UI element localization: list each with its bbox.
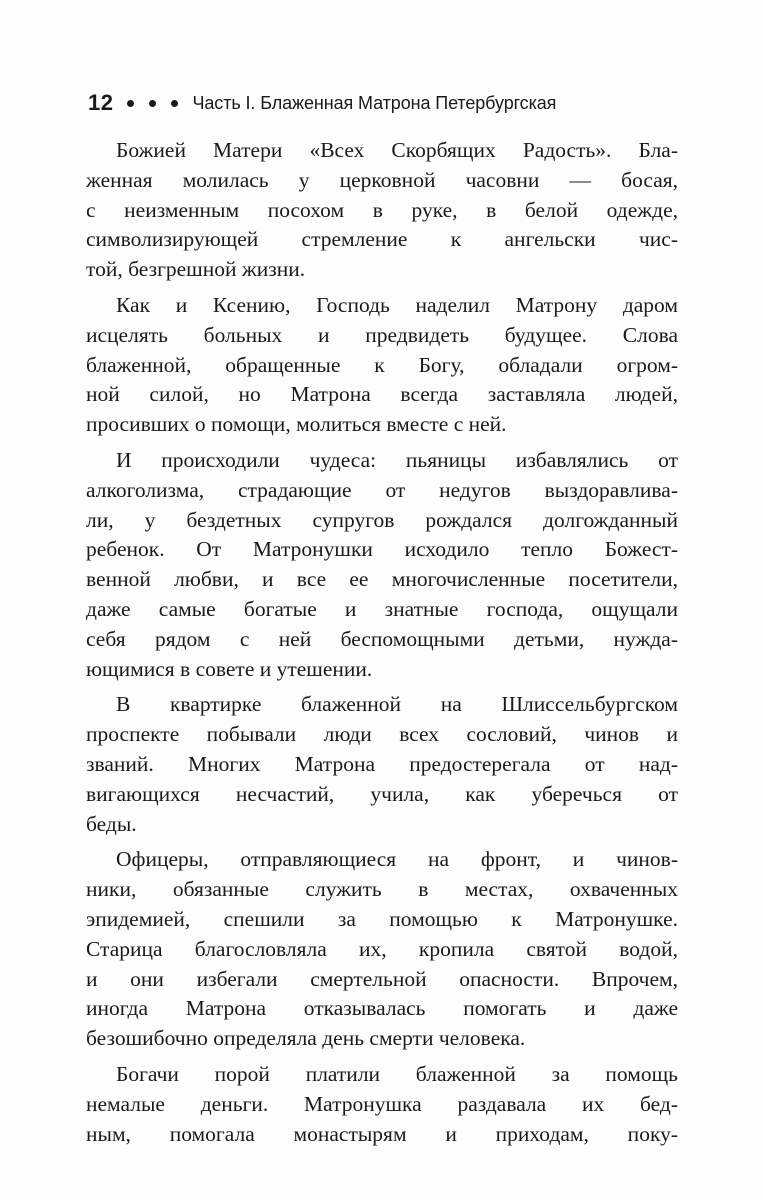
text-line: немалые деньги. Матронушка раздавала их бед- [86,1091,678,1116]
paragraph [86,291,678,440]
text-line: В квартирке блаженной на Шлиссельбургском [116,692,678,717]
text-line: исцелять больных и предвидеть будущее. Слова [86,322,678,347]
paragraph [86,1060,678,1149]
text-line: ющимися в совете и утешении. [86,656,373,681]
text-line: Божией Матери «Всех Скорбящих Радость». Бла- [116,138,678,162]
text-line: Офицеры, отправляющиеся на фронт, и чинов- [116,847,678,872]
text-line: ники, обязанные служить в местах, охваченных [86,877,678,902]
text-line: званий. Многих Матрона предостерегала от над- [86,751,678,776]
text-line: с неизменным посохом в руке, в белой одежде, [86,197,678,222]
header-ornament [127,100,178,107]
text-line: И происходили чудеса: пьяницы избавлялись от [116,447,678,472]
text-line: ным, помогала монастырям и приходам, поку- [86,1121,678,1146]
text-line: Старица благословляла их, кропила святой водой, [86,936,678,961]
bullet-dot-icon [171,100,178,107]
text-line: ной силой, но Матрона всегда заставляла людей, [86,382,678,407]
text-line: символизирующей стремление к ангельски чис- [86,227,678,252]
text-line: ли, у бездетных супругов рождался долгожданный [86,507,678,532]
bullet-dot-icon [127,100,134,107]
running-head [88,86,688,120]
text-line: иногда Матрона отказывалась помогать и даже [86,996,678,1021]
text-line: беды. [86,811,137,836]
paragraph [86,690,678,839]
text-line: безошибочно определяла день смерти человека. [86,1026,526,1051]
paragraph [86,446,678,684]
text-line: алкоголизма, страдающие от недугов выздоравлива- [86,477,678,502]
text-line: женная молилась у церковной часовни — босая, [86,167,678,192]
text-line: проспекте побывали люди всех сословий, чинов и [86,722,678,747]
text-line: просивших о помощи, молиться вместе с ней. [86,412,507,437]
running-title: Часть I. Блаженная Матрона Петербургская [192,92,557,113]
text-line: и они избегали смертельной опасности. Впрочем, [86,966,678,991]
text-line: той, безгрешной жизни. [86,257,306,282]
page-number: 12 [88,90,114,115]
text-line: себя рядом с ней беспомощными детьми, нужда- [86,626,678,651]
text-line: вигающихся несчастий, учила, как уберечься от [86,781,678,806]
text-line: Богачи порой платили блаженной за помощь [116,1061,678,1086]
paragraph [86,845,678,1054]
text-line: блаженной, обращенные к Богу, обладали огром- [86,352,678,377]
bullet-dot-icon [149,100,156,107]
text-line: ребенок. От Матронушки исходило тепло Божест- [86,537,678,562]
text-line: венной любви, и все ее многочисленные посетители, [86,567,678,592]
text-line: Как и Ксению, Господь наделил Матрону даром [116,292,678,317]
text-line: даже самые богатые и знатные господа, ощущали [86,596,678,621]
text-line: эпидемией, спешили за помощью к Матронушке. [86,906,678,931]
paragraph [86,136,678,285]
body-text [86,136,678,1155]
